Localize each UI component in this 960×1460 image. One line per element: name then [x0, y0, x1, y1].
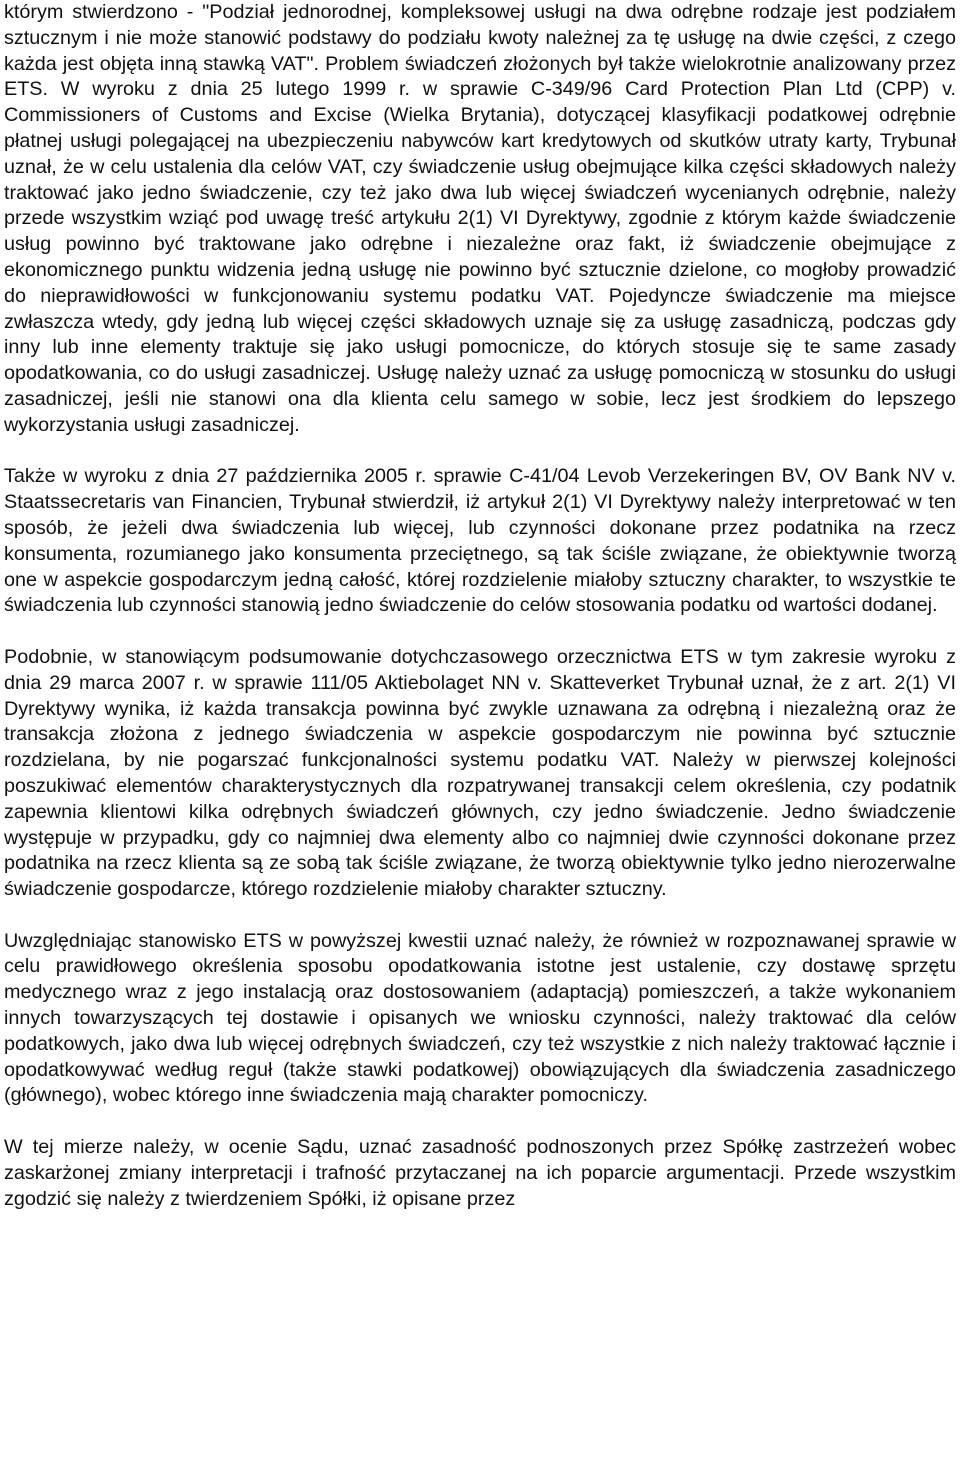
paragraph-2: Także w wyroku z dnia 27 października 2005 r. sprawie C-41/04 Levob Verzekeringen BV, OV Bank NV v. Staatssecretaris van Financien, Trybunał stwierdził, iż artykuł 2(1) VI Dyrektywy należy interpretować w ten sposób, że jeżeli dwa świadczenia lub więcej, lub czynności dokonane przez podatnika na rzecz konsumenta, rozumianego jako konsumenta przeciętnego, są tak ściśle związane, że obiektywnie tworzą one w aspekcie gospodarczym jedną całość, której rozdzielenie miałoby sztuczny charakter, to wszystkie te świadczenia lub czynności stanowią jedno świadczenie do celów stosowania podatku od wartości dodanej. — [4, 465, 956, 617]
paragraph-4: Uwzględniając stanowisko ETS w powyższej kwestii uznać należy, że również w rozpoznawanej sprawie w celu prawidłowego określenia sposobu opodatkowania istotne jest ustalenie, czy dostawę sprzętu medycznego wraz z jego instalacją oraz dostosowaniem (adaptacją) pomieszczeń, a także wykonaniem innych towarzyszących tej dostawie i opisanych we wniosku czynności, należy traktować dla celów podatkowych, jako dwa lub więcej odrębnych świadczeń, czy też wszystkie z nich należy traktować łącznie i opodatkowywać według reguł (także stawki podatkowej) obowiązujących dla świadczenia zasadniczego (głównego), wobec którego inne świadczenia mają charakter pomocniczy. — [4, 929, 956, 1107]
paragraph-1: którym stwierdzono - "Podział jednorodnej, kompleksowej usługi na dwa odrębne rodzaje jest podziałem sztucznym i nie może stanowić podstawy do podziału kwoty należnej za tę usługę na dwie części, z czego każda jest objęta inną stawką VAT". Problem świadczeń złożonych był także wielokrotnie analizowany przez ETS. W wyroku z dnia 25 lutego 1999 r. w sprawie C-349/96 Card Protection Plan Ltd (CPP) v. Commissioners of Customs and Excise (Wielka Brytania), dotyczącej klasyfikacji podatkowej odrębnie płatnej usługi polegającej na ubezpieczeniu nabywców kart kredytowych od skutków utraty karty, Trybunał uznał, że w celu ustalenia dla celów VAT, czy świadczenie usług obejmujące kilka części składowych należy traktować jako jedno świadczenie, czy też jako dwa lub więcej świadczeń wycenianych odrębnie, należy przede wszystkim wziąć pod uwagę treść artykułu 2(1) VI Dyrektywy, zgodnie z którym każde świadczenie usług powinno być traktowane jako odrębne i niezależne oraz fakt, iż świadczenie obejmujące z ekonomicznego punktu widzenia jedną usługę nie powinno być sztucznie dzielone, co mogłoby prowadzić do nieprawidłowości w funkcjonowaniu systemu podatku VAT. Pojedyncze świadczenie ma miejsce zwłaszcza wtedy, gdy jedną lub więcej części składowych uznaje się za usługę zasadniczą, podczas gdy inny lub inne elementy traktuje się jako usługi pomocnicze, do których stosuje się te same zasady opodatkowania, co do usługi zasadniczej. Usługę należy uznać za usługę pomocniczą w stosunku do usługi zasadniczej, jeśli nie stanowi ona dla klienta celu samego w sobie, lecz jest środkiem do lepszego wykorzystania usługi zasadniczej. — [4, 1, 956, 436]
paragraph-5: W tej mierze należy, w ocenie Sądu, uznać zasadność podnoszonych przez Spółkę zastrzeżeń wobec zaskarżonej zmiany interpretacji i trafność przytaczanej na ich poparcie argumentacji. Przede wszystkim zgodzić się należy z twierdzeniem Spółki, iż opisane przez — [4, 1136, 956, 1210]
paragraph-3: Podobnie, w stanowiącym podsumowanie dotychczasowego orzecznictwa ETS w tym zakresie wyroku z dnia 29 marca 2007 r. w sprawie 111/05 Aktiebolaget NN v. Skatteverket Trybunał uznał, że z art. 2(1) VI Dyrektywy wynika, iż każda transakcja powinna być zwykle uznawana za odrębną i niezależną oraz że transakcja złożona z jednego świadczenia w aspekcie gospodarczym nie powinna być sztucznie rozdzielana, by nie pogarszać funkcjonalności systemu podatku VAT. Należy w pierwszej kolejności poszukiwać elementów charakterystycznych dla rozpatrywanej transakcji celem określenia, czy podatnik zapewnia klientowi kilka odrębnych świadczeń głównych, czy jedno świadczenie. Jedno świadczenie występuje w przypadku, gdy co najmniej dwa elementy albo co najmniej dwie czynności dokonane przez podatnika na rzecz klienta są ze sobą tak ściśle związane, że tworzą obiektywnie tylko jedno nierozerwalne świadczenie gospodarcze, którego rozdzielenie miałoby charakter sztuczny. — [4, 645, 956, 901]
document-page — [4, 0, 956, 1212]
